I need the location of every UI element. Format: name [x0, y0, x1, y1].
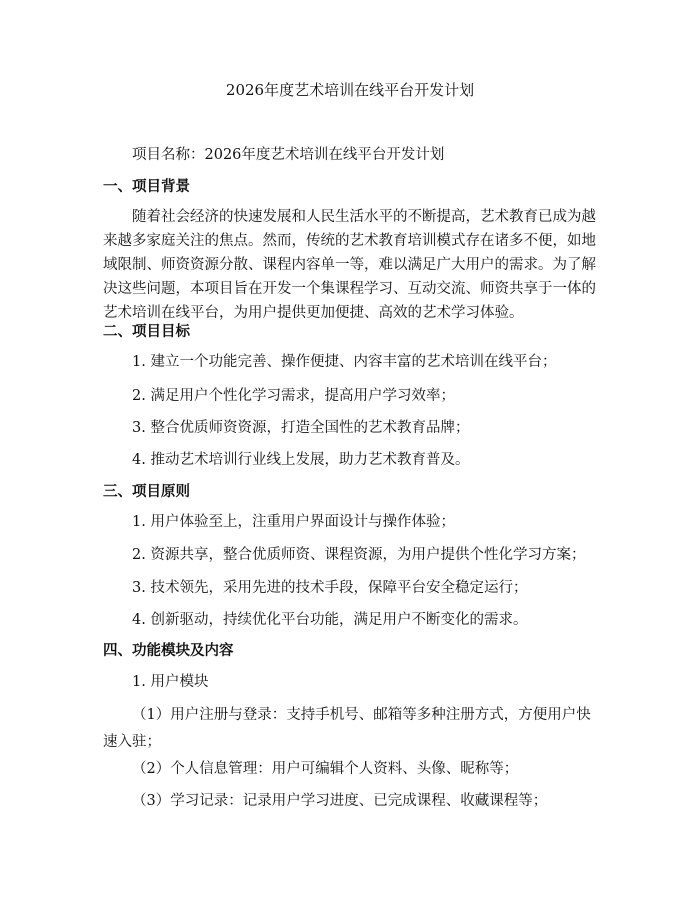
goal-item-2: 2. 满足用户个性化学习需求，提高用户学习效率； — [132, 388, 455, 404]
module-item-1: （1）用户注册与登录：支持手机号、邮箱等多种注册方式，方便用户快速入驻； — [103, 707, 591, 750]
project-name: 项目名称：2026年度艺术培训在线平台开发计划 — [132, 147, 445, 163]
goal-item-3: 3. 整合优质师资资源，打造全国性的艺术教育品牌； — [132, 420, 470, 436]
section-heading-goals: 二、项目目标 — [103, 324, 190, 340]
module-sub-heading: 1. 用户模块 — [132, 674, 209, 690]
section-heading-principles: 三、项目原则 — [103, 484, 190, 500]
section-heading-modules: 四、功能模块及内容 — [103, 643, 234, 659]
document-title: 2026年度艺术培训在线平台开发计划 — [225, 81, 475, 99]
principle-item-1: 1. 用户体验至上，注重用户界面设计与操作体验； — [132, 514, 455, 530]
section-heading-background: 一、项目背景 — [103, 179, 190, 195]
principle-item-2: 2. 资源共享，整合优质师资、课程资源，为用户提供个性化学习方案； — [132, 547, 586, 563]
module-item-2: （2）个人信息管理：用户可编辑个人资料、头像、昵称等； — [132, 761, 519, 777]
principle-item-4: 4. 创新驱动，持续优化平台功能，满足用户不断变化的需求。 — [132, 612, 528, 628]
goal-item-4: 4. 推动艺术培训行业线上发展，助力艺术教育普及。 — [132, 452, 470, 468]
goal-item-1: 1. 建立一个功能完善、操作便捷、内容丰富的艺术培训在线平台； — [132, 354, 557, 370]
background-paragraph: 随着社会经济的快速发展和人民生活水平的不断提高，艺术教育已成为越来越多家庭关注的焦点。然而，传统的艺术教育培训模式存在诸多不便，如地域限制、师资资源分散、课程内容单一等，难以满足广大用户的需求。为了解决这些问题，本项目旨在开发一个集课程学习、互动交流、师资共享于一体的艺术培训在线平台，为用户提供更加便捷、高效的艺术学习体验。 — [103, 209, 596, 321]
module-item-3: （3）学习记录：记录用户学习进度、已完成课程、收藏课程等； — [132, 793, 548, 809]
principle-item-3: 3. 技术领先，采用先进的技术手段，保障平台安全稳定运行； — [132, 580, 528, 596]
